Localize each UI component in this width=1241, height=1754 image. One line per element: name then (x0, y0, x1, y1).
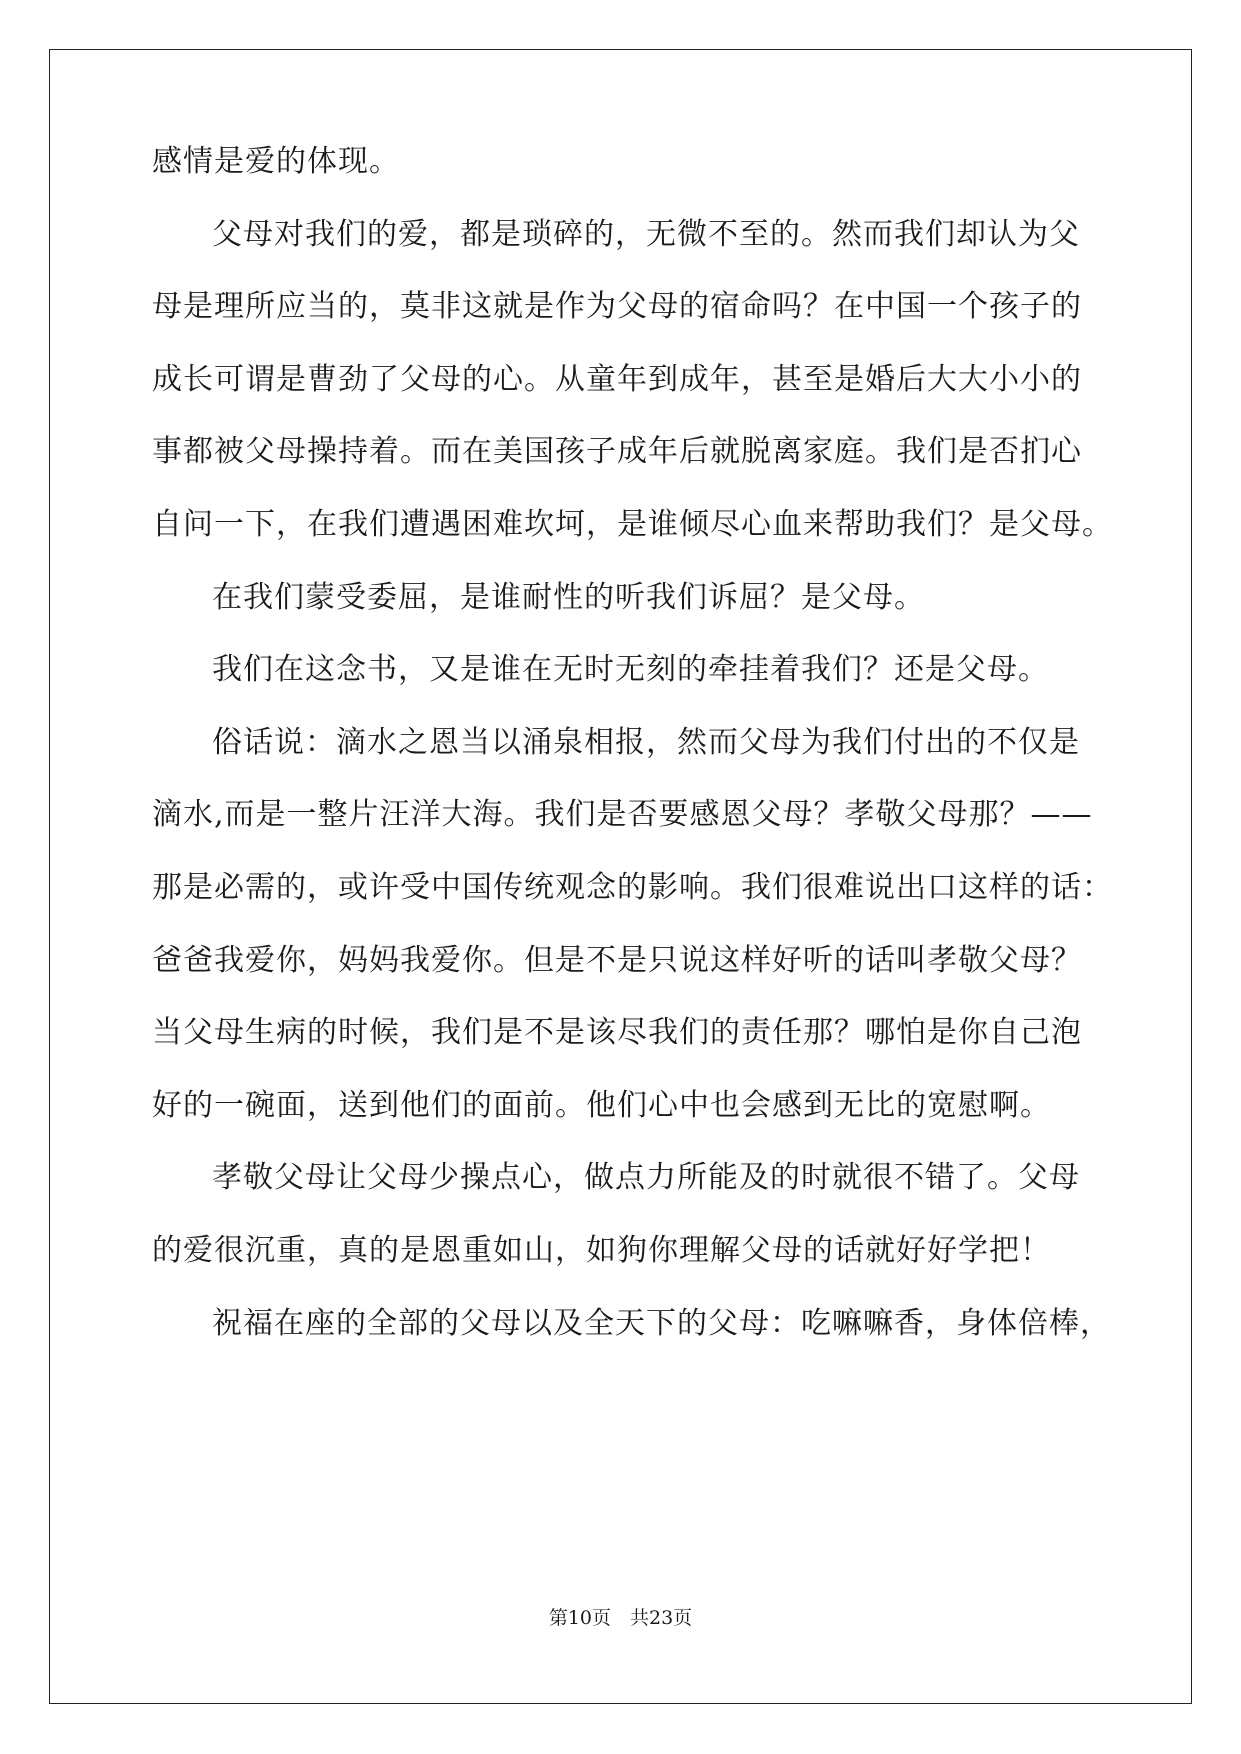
text-line: 成长可谓是曹劲了父母的心。从童年到成年，甚至是婚后大大小小的 (152, 361, 1082, 397)
text-line: 滴水,而是一整片汪洋大海。我们是否要感恩父母？孝敬父母那？—— (152, 797, 1093, 833)
text-line: 我们在这念书，又是谁在无时无刻的牵挂着我们？还是父母。 (212, 652, 1049, 688)
text-line: 自问一下，在我们遭遇困难坎坷，是谁倾尽心血来帮助我们？是父母。 (152, 507, 1113, 542)
page-footer: 第10页 共23页 (548, 1607, 693, 1629)
text-line: 俗话说：滴水之恩当以涌泉相报，然而父母为我们付出的不仅是 (212, 724, 1080, 760)
text-line: 祝福在座的全部的父母以及全天下的父母：吃嘛嘛香，身体倍棒， (212, 1305, 1111, 1341)
text-line: 感情是爱的体现。 (152, 144, 400, 179)
text-line: 事都被父母操持着。而在美国孩子成年后就脱离家庭。我们是否扪心 (152, 434, 1082, 470)
text-line: 那是必需的，或许受中国传统观念的影响。我们很难说出口这样的话： (152, 870, 1113, 905)
text-line: 当父母生病的时候，我们是不是该尽我们的责任那？哪怕是你自己泡 (152, 1015, 1082, 1051)
text-line: 好的一碗面，送到他们的面前。他们心中也会感到无比的宽慰啊。 (152, 1087, 1051, 1123)
text-line: 母是理所应当的，莫非这就是作为父母的宿命吗？在中国一个孩子的 (152, 289, 1082, 325)
text-line: 的爱很沉重，真的是恩重如山，如狗你理解父母的话就好好学把！ (152, 1233, 1051, 1268)
text-line: 在我们蒙受委屈，是谁耐性的听我们诉屈？是父母。 (212, 579, 925, 615)
text-line: 爸爸我爱你，妈妈我爱你。但是不是只说这样好听的话叫孝敬父母？ (152, 942, 1082, 978)
text-line: 父母对我们的爱，都是琐碎的，无微不至的。然而我们却认为父 (212, 216, 1080, 252)
text-line: 孝敬父母让父母少操点心，做点力所能及的时就很不错了。父母 (212, 1160, 1080, 1196)
